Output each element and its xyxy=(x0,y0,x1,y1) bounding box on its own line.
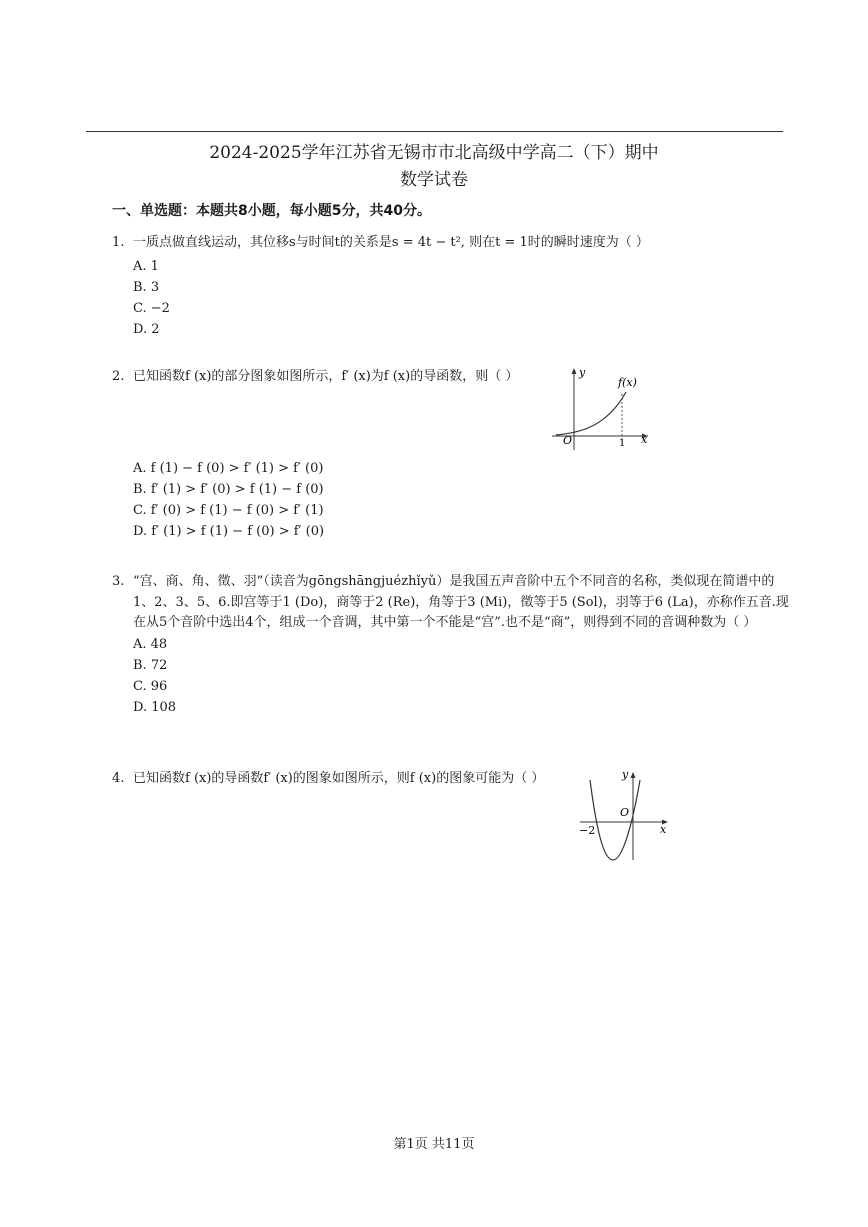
page-footer: 第1页 共11页 xyxy=(393,1137,475,1152)
question-text: 已知函数f (x)的导函数f′ (x)的图象如图所示，则f (x)的图象可能为（ ） xyxy=(133,771,545,786)
derivative-graph-figure xyxy=(578,766,674,864)
origin-label: O xyxy=(620,806,630,819)
question-number: 2. xyxy=(112,369,125,384)
option-d: D. 2 xyxy=(133,321,160,337)
question-1 xyxy=(112,233,649,340)
y-label: y xyxy=(622,768,629,781)
tick-label: −2 xyxy=(579,824,596,837)
exam-title: 2024-2025学年江苏省无锡市市北高级中学高二（下）期中 xyxy=(209,143,659,163)
question-number: 4. xyxy=(112,771,125,786)
question-2-options xyxy=(112,458,324,542)
y-label: y xyxy=(579,366,586,379)
question-text: 已知函数f (x)的部分图象如图所示，f′ (x)为f (x)的导函数，则（ ） xyxy=(133,369,519,384)
option-b: B. 72 xyxy=(133,657,168,673)
question-4 xyxy=(112,769,544,790)
header-rule xyxy=(86,131,783,132)
option-a: A. f (1) − f (0) > f′ (1) > f′ (0) xyxy=(133,461,324,476)
option-a: A. 48 xyxy=(133,636,168,652)
curve xyxy=(556,392,626,435)
question-number: 3. xyxy=(112,574,125,589)
tick-label: 1 xyxy=(619,438,626,449)
question-3 xyxy=(112,572,793,718)
curve-label: f(x) xyxy=(618,376,637,389)
option-d: D. 108 xyxy=(133,699,177,715)
exam-subtitle: 数学试卷 xyxy=(400,170,468,190)
option-c: C. f′ (0) > f (1) − f (0) > f′ (1) xyxy=(133,503,324,518)
option-c: C. −2 xyxy=(133,300,170,316)
question-2 xyxy=(112,367,518,388)
y-axis-arrow xyxy=(631,772,636,778)
question-text: 一质点做直线运动，其位移s与时间t的关系是s = 4t − t², 则在t = 1时的瞬时速度为（ ） xyxy=(133,235,649,250)
options-list xyxy=(133,256,649,340)
section-heading: 一、单选题：本题共8小题，每小题5分，共40分。 xyxy=(112,203,431,219)
option-b: B. f′ (1) > f′ (0) > f (1) − f (0) xyxy=(133,482,324,497)
origin-label: O xyxy=(563,434,573,447)
question-text: “宫、商、角、徵、羽”（读音为gōngshāngjuézhǐyǔ）是我国五声音阶中五个不同音的名称，类似现在简谱中的1、2、3、5、6.即宫等于1 (Do)，商等于2 (Re)，角等于3 (Mi)，徵等于5 (Sol)，羽等于6 (La)，亦称作五音.现在从5个音阶中选出4个，组成一个音调，其中第一个不能是“宫”.也不是“商”，则得到不同的音调种数为（ ） xyxy=(133,574,789,630)
option-a: A. 1 xyxy=(133,258,159,274)
options-list xyxy=(133,634,793,718)
option-d: D. f′ (1) > f (1) − f (0) > f′ (0) xyxy=(133,524,325,539)
x-label: x xyxy=(641,433,648,446)
option-c: C. 96 xyxy=(133,678,168,694)
x-label: x xyxy=(660,823,667,836)
y-axis-arrow xyxy=(572,368,577,374)
question-number: 1. xyxy=(112,235,125,250)
function-graph-figure xyxy=(548,364,658,454)
options-list xyxy=(133,458,324,542)
option-b: B. 3 xyxy=(133,279,160,295)
